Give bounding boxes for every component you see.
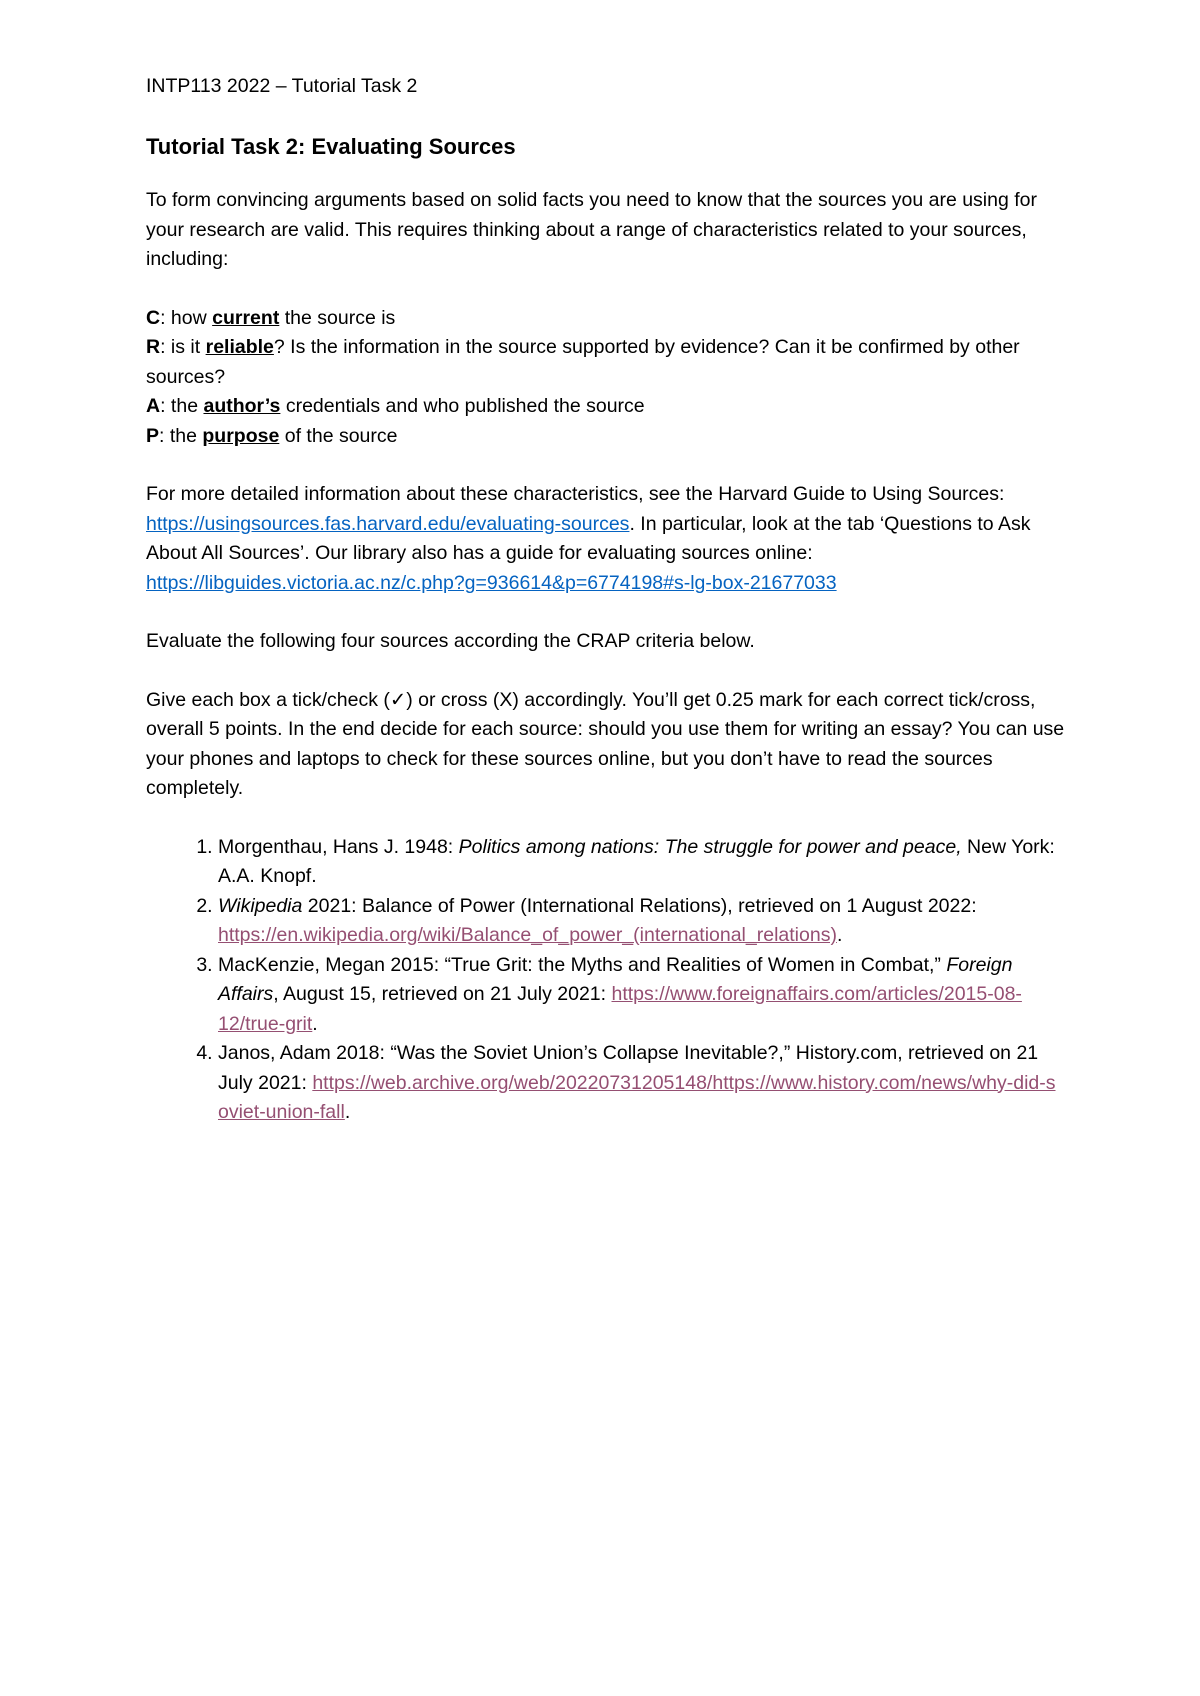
document-page: [146, 72, 1066, 1128]
source-item: 3. MacKenzie, Megan 2015: “True Grit: the Myths and Realities of Women in Combat,” Foreign Affairs, August 15, retrieved on 21 July 2021: https://www.foreignaffairs.com/articles/2015-08-12/true-grit.: [218, 951, 1066, 1040]
running-header: INTP113 2022 – Tutorial Task 2: [146, 75, 418, 97]
criterion-letter: A: [146, 395, 161, 417]
criterion-keyword: author’s: [203, 395, 281, 417]
criterion-letter: C: [146, 306, 161, 329]
source-link[interactable]: https://en.wikipedia.org/wiki/Balance_of_power_(international_relations): [218, 924, 837, 946]
criterion-letter: R: [146, 336, 161, 358]
criterion-keyword: current: [212, 306, 280, 329]
crap-criteria-list: [146, 304, 1066, 452]
library-guide-link[interactable]: https://libguides.victoria.ac.nz/c.php?g=936614&p=6774198#s-lg-box-21677033: [146, 571, 837, 594]
harvard-guide-link[interactable]: https://usingsources.fas.harvard.edu/evaluating-sources: [146, 512, 630, 535]
source-item: 1. Morgenthau, Hans J. 1948: Politics among nations: The struggle for power and peace, New York: A.A. Knopf.: [218, 833, 1066, 892]
criterion-author: A: the author’s credentials and who published the source: [146, 395, 645, 417]
source-item: 4. Janos, Adam 2018: “Was the Soviet Union’s Collapse Inevitable?,” History.com, retrieved on 21 July 2021: https://web.archive.org/web/20220731205148/https://www.history.com/news/why-did-soviet-union-fall.: [218, 1039, 1066, 1128]
sources-list: [146, 833, 1066, 1128]
criterion-current: C: how current the source is: [146, 306, 396, 329]
criterion-keyword: reliable: [205, 336, 274, 358]
criterion-reliable: R: is it reliable? Is the information in the source supported by evidence? Can it be confirmed by other sources?: [146, 336, 1020, 388]
source-link[interactable]: https://web.archive.org/web/20220731205148/https://www.history.com/news/why-did-soviet-union-fall: [218, 1071, 1056, 1123]
instructions-paragraph: Give each box a tick/check (✓) or cross (X) accordingly. You’ll get 0.25 mark for each correct tick/cross, overall 5 points. In the end decide for each source: should you use them for writing an essay? You can use your phones and laptops to check for these sources online, but you don’t have to read the sources completely.: [146, 688, 1065, 799]
criterion-keyword: purpose: [202, 424, 280, 447]
source-item: 2. Wikipedia 2021: Balance of Power (International Relations), retrieved on 1 August 2022: https://en.wikipedia.org/wiki/Balance_of_power_(international_relations).: [218, 892, 1066, 951]
info-paragraph: For more detailed information about these characteristics, see the Harvard Guide to Using Sources: https://usingsources.fas.harvard.edu/evaluating-sources. In particular, look at the tab ‘Questions to Ask About All Sources’. Our library also has a guide for evaluating sources online: https://libguides.victoria.ac.nz/c.php?g=936614&p=6774198#s-lg-box-21677033: [146, 483, 1031, 594]
source-link[interactable]: https://www.foreignaffairs.com/articles/2015-08-12/true-grit: [218, 983, 1022, 1035]
evaluate-paragraph: Evaluate the following four sources according the CRAP criteria below.: [146, 630, 755, 652]
intro-paragraph: To form convincing arguments based on solid facts you need to know that the sources you are using for your research are valid. This requires thinking about a range of characteristics related to your sources, including:: [146, 189, 1038, 270]
criterion-purpose: P: the purpose of the source: [146, 424, 398, 447]
criterion-letter: P: [146, 424, 160, 447]
document-title: Tutorial Task 2: Evaluating Sources: [146, 133, 516, 159]
